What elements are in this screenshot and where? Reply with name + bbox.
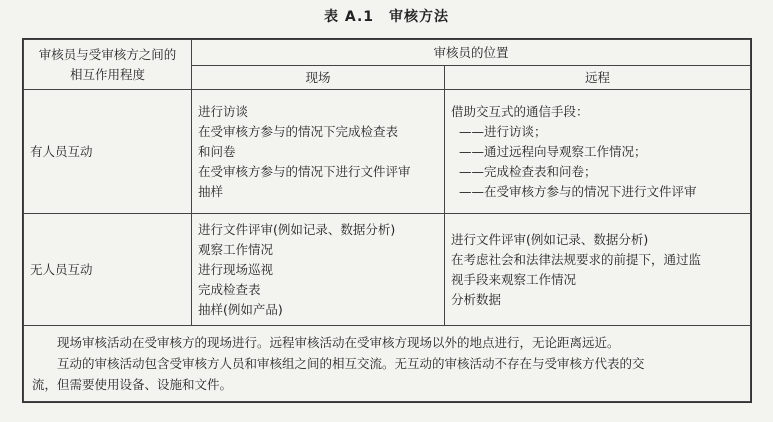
list-item: 完成检查表 — [198, 281, 261, 297]
list-item: ——在受审核方参与的情况下进行文件评审 — [459, 183, 697, 199]
list-item: 在考虑社会和法律法规要求的前提下，通过监 — [451, 251, 702, 267]
table-notes — [24, 326, 751, 402]
list-item: 在受审核方参与的情况下进行文件评审 — [198, 163, 411, 179]
row-header-cell — [24, 40, 192, 90]
onsite-column-header: 现场 — [192, 66, 445, 90]
list-item: 进行文件评审(例如记录、数据分析) — [451, 231, 649, 247]
list-item: 抽样 — [198, 183, 224, 199]
list-item: 在受审核方参与的情况下完成检查表 — [198, 123, 399, 139]
note-paragraph-1: 现场审核活动在受审核方的现场进行。远程审核活动在受审核方现场以外的地点进行，无论距离远近。 — [57, 335, 620, 350]
list-item: ——完成检查表和问卷； — [459, 163, 597, 179]
auditor-location-header: 审核员的位置 — [192, 40, 751, 66]
list-item: 借助交互式的通信手段： — [451, 103, 589, 119]
audit-methods-table — [22, 38, 752, 403]
remote-column-header: 远程 — [445, 66, 751, 90]
list-item: 进行现场巡视 — [198, 261, 274, 277]
list-item: 抽样(例如产品) — [198, 301, 283, 317]
list-item: ——通过远程向导观察工作情况； — [459, 143, 647, 159]
note-paragraph-2: 互动的审核活动包含受审核方人员和审核组之间的相互交流。无互动的审核活动不存在与受审核方代表的交 — [57, 356, 645, 371]
onsite-interactive-cell — [192, 90, 445, 214]
list-item: ——进行访谈； — [459, 123, 547, 139]
table-title: 表 A.1 审核方法 — [323, 9, 450, 25]
list-item: 和问卷 — [198, 143, 236, 159]
note-paragraph-2-continued: 流，但需要使用设备、设施和文件。 — [32, 377, 233, 392]
row-header-line-1: 审核员与受审核方之间的 — [38, 46, 177, 62]
list-item: 进行访谈 — [198, 103, 249, 119]
row-label-interactive: 有人员互动 — [24, 90, 192, 214]
row-header-line-2: 相互作用程度 — [69, 66, 145, 82]
remote-interactive-cell — [445, 90, 751, 214]
list-item: 视手段来观察工作情况 — [451, 271, 577, 287]
list-item: 进行文件评审(例如记录、数据分析) — [198, 221, 396, 237]
list-item: 观察工作情况 — [198, 241, 274, 257]
list-item: 分析数据 — [451, 291, 502, 307]
onsite-non-interactive-cell — [192, 214, 445, 326]
remote-non-interactive-cell — [445, 214, 751, 326]
row-label-non-interactive: 无人员互动 — [24, 214, 192, 326]
